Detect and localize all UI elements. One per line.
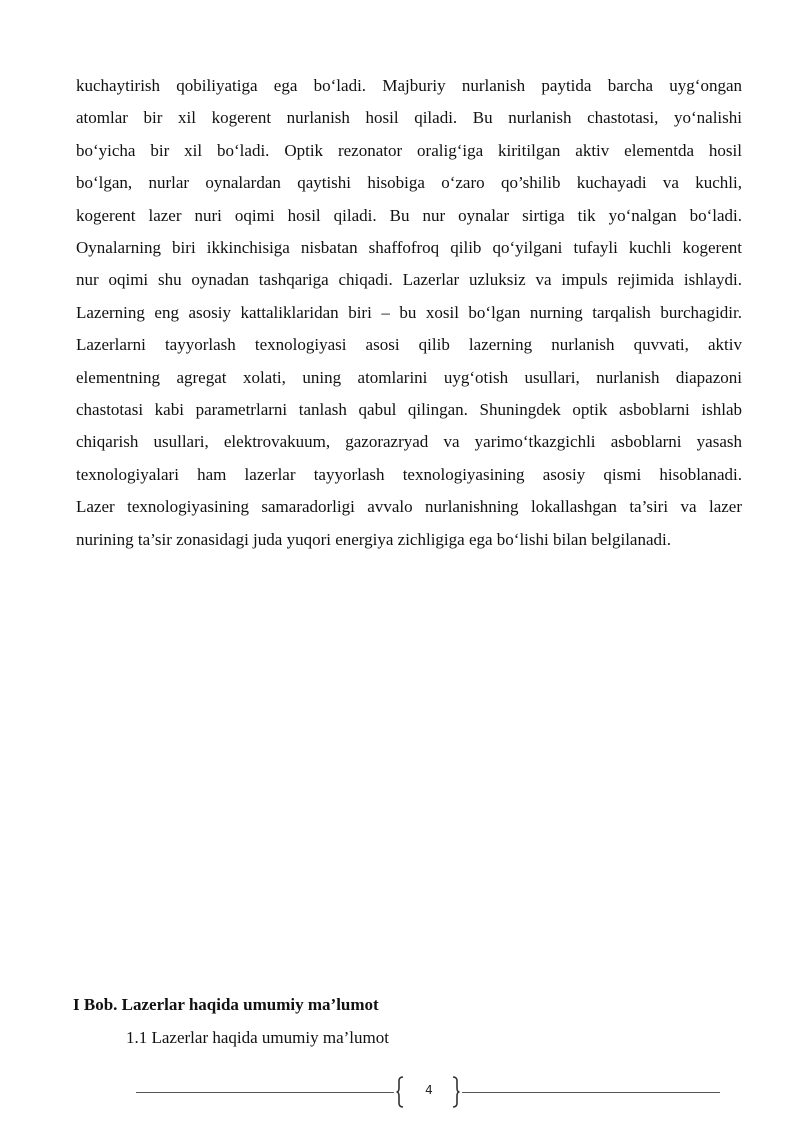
page-number: 4 [425,1083,433,1097]
footer-rule-left [136,1092,394,1093]
chapter-title: I Bob. Lazerlar haqida umumiy ma’lumot [73,995,379,1014]
paragraph-line: kuchaytirish qobiliyatiga ega bo‘ladi. Majburiy nurlanish paytida barcha uyg‘ongan [76,76,742,95]
paragraph-line: chiqarish usullari, elektrovakuum, gazorazryad va yarimo‘tkazgichli asboblarni yasash [76,432,742,452]
paragraph-line: elementning agregat xolati, uning atomlarini uyg‘otish usullari, nurlanish diapazoni [76,367,742,387]
right-brace-icon [452,1076,460,1108]
paragraph-line: Lazerning eng asosiy kattaliklaridan biri – bu xosil bo‘lgan nurning tarqalish burchagidir. [76,302,742,322]
paragraph-line: atomlar bir xil kogerent nurlanish hosil qiladi. Bu nurlanish chastotasi, yo‘nalishi [76,108,742,128]
paragraph-line: Lazerlarni tayyorlash texnologiyasi asosi qilib lazerning nurlanish quvvati, aktiv [76,335,742,355]
left-brace-icon [396,1076,404,1108]
paragraph-line: nur oqimi shu oynadan tashqariga chiqadi. Lazerlar uzluksiz va impuls rejimida ishlaydi. [76,270,742,290]
paragraph-line: bo‘yicha bir xil bo‘ladi. Optik rezonator oralig‘iga kiritilgan aktiv elementda hosil [76,140,742,160]
paragraph-line: texnologiyalari ham lazerlar tayyorlash texnologiyasining asosiy qismi hisoblanadi. [76,464,742,484]
paragraph-line: Lazer texnologiyasining samaradorligi avvalo nurlanishning lokallashgan ta’siri va lazer [76,497,742,517]
page-footer [0,1076,800,1110]
section-title: 1.1 Lazerlar haqida umumiy ma’lumot [126,1028,389,1047]
paragraph-line: bo‘lgan, nurlar oynalardan qaytishi hisobiga o‘zaro qo’shilib kuchayadi va kuchli, [76,173,742,193]
body-paragraph [76,70,742,556]
footer-rule-right [462,1092,720,1093]
paragraph-line: nurining ta’sir zonasidagi juda yuqori energiya zichligiga ega bo‘lishi bilan belgilanadi. [76,529,671,549]
paragraph-line: Oynalarning biri ikkinchisiga nisbatan shaffofroq qilib qo‘yilgani tufayli kuchli kogerent [76,238,742,258]
paragraph-line: chastotasi kabi parametrlarni tanlash qabul qilingan. Shuningdek optik asboblarni ishlab [76,400,742,420]
paragraph-line: kogerent lazer nuri oqimi hosil qiladi. Bu nur oynalar sirtiga tik yo‘nalgan bo‘ladi. [76,205,742,225]
